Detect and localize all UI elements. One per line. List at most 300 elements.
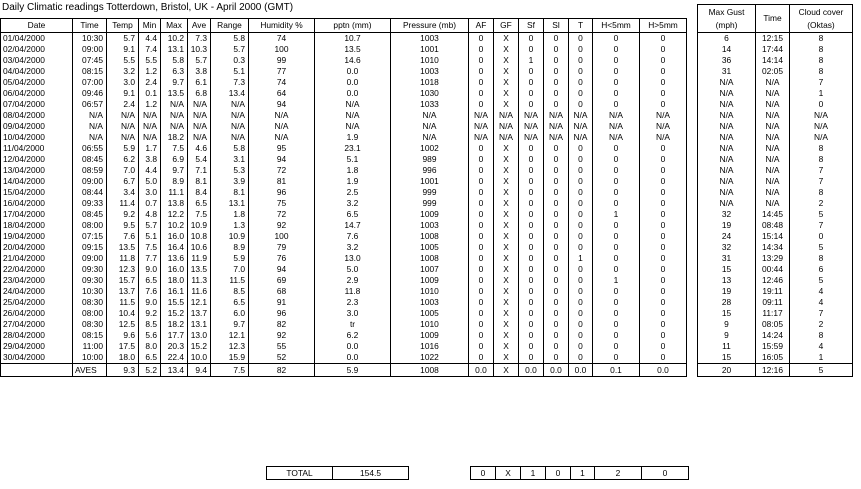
table-cell: 72 <box>249 209 315 220</box>
table-cell: 13.1 <box>188 319 211 330</box>
averages-cell: 0.0 <box>469 364 494 377</box>
table-cell: X <box>494 99 519 110</box>
table-cell: 13.1 <box>211 198 249 209</box>
table-cell: 5.0 <box>315 264 391 275</box>
table-cell: N/A <box>640 110 687 121</box>
table-cell: 0 <box>640 88 687 99</box>
table-cell: 0 <box>569 33 593 45</box>
table-cell: 3.0 <box>107 77 139 88</box>
table-cell: 5.7 <box>107 33 139 45</box>
table-cell: 09:30 <box>73 264 107 275</box>
table-cell: 0 <box>544 154 569 165</box>
table-cell: 26/04/2000 <box>1 308 73 319</box>
table-cell: N/A <box>494 132 519 143</box>
table-cell: 0 <box>519 33 544 45</box>
table-cell: 0 <box>469 143 494 154</box>
table-cell: 6.2 <box>315 330 391 341</box>
table-cell: N/A <box>391 110 469 121</box>
table-cell: 0 <box>519 220 544 231</box>
table-cell: 6.7 <box>107 176 139 187</box>
table-cell: 0 <box>544 275 569 286</box>
total-pptn: 154.5 <box>333 467 409 480</box>
table-cell: 12.1 <box>211 330 249 341</box>
table-cell: 27/04/2000 <box>1 319 73 330</box>
table-cell: 11.8 <box>107 253 139 264</box>
table-cell: 5.1 <box>315 154 391 165</box>
table-cell: 3.1 <box>211 154 249 165</box>
table-cell: 7 <box>790 165 853 176</box>
table-cell: 0 <box>519 264 544 275</box>
table-cell: 8.9 <box>211 242 249 253</box>
table-cell: 5.8 <box>211 143 249 154</box>
table-cell: 0 <box>569 297 593 308</box>
table-cell: 6.9 <box>161 154 188 165</box>
table-cell: 15:14 <box>756 231 790 242</box>
table-cell: 6.5 <box>188 198 211 209</box>
table-cell: 2 <box>790 319 853 330</box>
table-row <box>698 319 853 330</box>
column-header: Time <box>73 19 107 33</box>
table-cell: 0 <box>544 88 569 99</box>
table-cell: 08/04/2000 <box>1 110 73 121</box>
table-cell: 3.4 <box>107 187 139 198</box>
table-cell: 94 <box>249 264 315 275</box>
table-cell: 77 <box>249 66 315 77</box>
table-cell: 0 <box>640 55 687 66</box>
table-cell: N/A <box>790 132 853 143</box>
totals-counts-row <box>470 466 689 480</box>
table-cell: 1007 <box>391 264 469 275</box>
table-cell: 16/04/2000 <box>1 198 73 209</box>
table-cell: 10.7 <box>315 33 391 45</box>
table-cell: 2.4 <box>139 77 161 88</box>
table-cell: N/A <box>756 88 790 99</box>
table-cell: 23.1 <box>315 143 391 154</box>
table-row <box>698 308 853 319</box>
averages-cell: 0.0 <box>569 364 593 377</box>
table-cell: 5.5 <box>107 55 139 66</box>
table-cell: X <box>494 352 519 364</box>
table-row <box>1 110 687 121</box>
table-cell: N/A <box>593 110 640 121</box>
table-cell: 0 <box>569 77 593 88</box>
table-cell: 0 <box>569 220 593 231</box>
averages-row <box>698 364 853 377</box>
table-cell: 76 <box>249 253 315 264</box>
table-cell: 1022 <box>391 352 469 364</box>
table-cell: 22.4 <box>161 352 188 364</box>
table-cell: 25/04/2000 <box>1 297 73 308</box>
table-cell: 0 <box>569 55 593 66</box>
table-cell: 0 <box>790 99 853 110</box>
table-cell: N/A <box>640 132 687 143</box>
table-cell: N/A <box>569 121 593 132</box>
table-cell: 13.8 <box>161 198 188 209</box>
table-cell: N/A <box>211 110 249 121</box>
table-cell: 0 <box>519 242 544 253</box>
table-cell: 0 <box>640 297 687 308</box>
table-cell: 0 <box>569 99 593 110</box>
table-cell: 5 <box>790 209 853 220</box>
table-cell: 13.5 <box>107 242 139 253</box>
column-header: T <box>569 19 593 33</box>
column-header: Max <box>161 19 188 33</box>
table-cell: 6.0 <box>211 308 249 319</box>
averages-cell: 13.4 <box>161 364 188 377</box>
table-cell: X <box>494 77 519 88</box>
table-cell: 0.0 <box>315 352 391 364</box>
table-cell: 91 <box>249 297 315 308</box>
table-cell: 09/04/2000 <box>1 121 73 132</box>
table-cell: 0 <box>640 77 687 88</box>
table-cell: 0 <box>640 44 687 55</box>
table-cell: N/A <box>391 132 469 143</box>
table-cell: 0 <box>593 154 640 165</box>
table-cell: 0 <box>640 352 687 364</box>
table-cell: 06:57 <box>73 99 107 110</box>
table-cell: 4.4 <box>139 33 161 45</box>
table-row <box>698 297 853 308</box>
table-row <box>698 220 853 231</box>
table-cell: 8 <box>790 33 853 45</box>
table-cell: 1 <box>790 88 853 99</box>
table-row <box>698 209 853 220</box>
table-cell: 0 <box>519 187 544 198</box>
table-cell: 0 <box>469 352 494 364</box>
table-cell: 74 <box>249 33 315 45</box>
table-cell: N/A <box>698 132 756 143</box>
table-cell: N/A <box>640 121 687 132</box>
table-cell: 0 <box>544 341 569 352</box>
table-cell: 0 <box>544 66 569 77</box>
table-cell: 0 <box>640 33 687 45</box>
table-cell: X <box>494 55 519 66</box>
table-cell: 14/04/2000 <box>1 176 73 187</box>
table-cell: 16.0 <box>161 231 188 242</box>
table-cell: 0 <box>519 253 544 264</box>
table-cell: 0 <box>469 264 494 275</box>
table-cell: 0 <box>544 253 569 264</box>
table-cell: 8.1 <box>211 187 249 198</box>
table-cell: 02:05 <box>756 66 790 77</box>
table-row <box>1 176 687 187</box>
table-cell: 13.6 <box>161 253 188 264</box>
table-cell: 0.1 <box>139 88 161 99</box>
table-cell: 22/04/2000 <box>1 264 73 275</box>
table-cell: 3.8 <box>139 154 161 165</box>
table-cell: 1005 <box>391 242 469 253</box>
table-cell: 6.5 <box>139 275 161 286</box>
table-cell: 0 <box>640 264 687 275</box>
table-cell: 100 <box>249 231 315 242</box>
table-row <box>698 253 853 264</box>
table-cell: N/A <box>211 121 249 132</box>
table-cell: 08:00 <box>73 220 107 231</box>
table-cell: 1008 <box>391 231 469 242</box>
table-row <box>698 165 853 176</box>
averages-cell: 9.3 <box>107 364 139 377</box>
table-cell: 55 <box>249 341 315 352</box>
table-cell: 0 <box>544 330 569 341</box>
table-cell: 0 <box>569 187 593 198</box>
table-cell: 1.9 <box>315 132 391 143</box>
climate-data-table <box>0 18 687 377</box>
table-row <box>1 264 687 275</box>
averages-cell: 5 <box>790 364 853 377</box>
table-cell: 4 <box>790 341 853 352</box>
total-label: TOTAL <box>267 467 333 480</box>
table-cell: 0 <box>569 209 593 220</box>
table-cell: N/A <box>544 132 569 143</box>
table-cell: X <box>494 154 519 165</box>
table-cell: X <box>494 319 519 330</box>
table-cell: 5.4 <box>188 154 211 165</box>
table-cell: 7.1 <box>188 165 211 176</box>
table-cell: 15.5 <box>161 297 188 308</box>
table-cell: 0 <box>593 297 640 308</box>
table-cell: 19 <box>698 220 756 231</box>
table-cell: 0 <box>593 176 640 187</box>
column-header: pptn (mm) <box>315 19 391 33</box>
table-cell: 10.2 <box>161 220 188 231</box>
table-cell: X <box>494 253 519 264</box>
table-cell: 13.5 <box>315 44 391 55</box>
table-cell: 9.7 <box>161 165 188 176</box>
table-cell: N/A <box>494 121 519 132</box>
table-cell: 5 <box>790 275 853 286</box>
table-row <box>1 330 687 341</box>
table-cell: N/A <box>698 99 756 110</box>
table-cell: 8 <box>790 187 853 198</box>
table-cell: N/A <box>188 132 211 143</box>
table-cell: X <box>494 286 519 297</box>
table-cell: 14:14 <box>756 55 790 66</box>
table-row <box>698 99 853 110</box>
table-cell: 17:44 <box>756 44 790 55</box>
table-row <box>1 341 687 352</box>
table-cell: N/A <box>249 121 315 132</box>
table-cell: 1 <box>519 55 544 66</box>
total-count-cell: 0 <box>642 467 689 480</box>
column-header: H>5mm <box>640 19 687 33</box>
total-row <box>266 466 409 480</box>
table-cell: 12.3 <box>107 264 139 275</box>
table-cell: 11.8 <box>315 286 391 297</box>
table-cell: 15 <box>698 352 756 364</box>
averages-cell: X <box>494 364 519 377</box>
table-cell: N/A <box>756 187 790 198</box>
table-cell: 2 <box>790 198 853 209</box>
table-cell: 69 <box>249 275 315 286</box>
table-cell: 0 <box>569 198 593 209</box>
column-header: H<5mm <box>593 19 640 33</box>
averages-cell: 0.0 <box>640 364 687 377</box>
table-cell: 0 <box>519 352 544 364</box>
table-cell: N/A <box>698 121 756 132</box>
table-cell: 6.5 <box>211 297 249 308</box>
total-count-cell: 1 <box>571 467 595 480</box>
table-cell: 1003 <box>391 66 469 77</box>
table-row <box>698 330 853 341</box>
table-cell: N/A <box>698 165 756 176</box>
table-cell: N/A <box>756 143 790 154</box>
table-cell: 3.0 <box>139 187 161 198</box>
table-cell: N/A <box>569 110 593 121</box>
table-cell: 10.8 <box>188 231 211 242</box>
table-cell: 5.1 <box>139 231 161 242</box>
table-cell: 04/04/2000 <box>1 66 73 77</box>
table-cell: 1001 <box>391 176 469 187</box>
table-cell: N/A <box>790 110 853 121</box>
table-cell: 9.7 <box>211 319 249 330</box>
table-cell: 0 <box>569 286 593 297</box>
table-cell: 7 <box>790 220 853 231</box>
averages-cell: 7.5 <box>211 364 249 377</box>
table-cell: 1.8 <box>211 209 249 220</box>
table-cell: X <box>494 297 519 308</box>
table-cell: 0 <box>469 209 494 220</box>
table-cell: 79 <box>249 242 315 253</box>
table-cell: 08:00 <box>73 308 107 319</box>
table-cell: 7.5 <box>188 209 211 220</box>
table-cell: 0 <box>469 286 494 297</box>
averages-row <box>1 364 687 377</box>
table-cell: 0 <box>593 143 640 154</box>
table-cell: 0 <box>640 176 687 187</box>
table-cell: N/A <box>756 132 790 143</box>
table-row <box>698 286 853 297</box>
table-row <box>698 341 853 352</box>
table-cell: 08:59 <box>73 165 107 176</box>
table-cell: 5.7 <box>188 55 211 66</box>
table-cell: 16:05 <box>756 352 790 364</box>
table-row <box>1 165 687 176</box>
table-cell: 0 <box>519 44 544 55</box>
table-cell: 8.9 <box>161 176 188 187</box>
table-cell: 10:00 <box>73 352 107 364</box>
table-cell: 6 <box>698 33 756 45</box>
table-row <box>1 143 687 154</box>
averages-cell: 0.0 <box>544 364 569 377</box>
table-cell: 7.5 <box>161 143 188 154</box>
table-cell: 8 <box>790 55 853 66</box>
table-cell: 08:45 <box>73 154 107 165</box>
table-cell: 0 <box>469 154 494 165</box>
table-cell: 10:30 <box>73 286 107 297</box>
table-cell: 28/04/2000 <box>1 330 73 341</box>
table-cell: 3.2 <box>107 66 139 77</box>
table-cell: 9 <box>698 319 756 330</box>
table-cell: 3.2 <box>315 242 391 253</box>
table-row <box>698 264 853 275</box>
table-cell: N/A <box>756 110 790 121</box>
table-cell: 6.5 <box>139 352 161 364</box>
table-row <box>698 352 853 364</box>
table-cell: 0 <box>469 297 494 308</box>
table-cell: 8.4 <box>188 187 211 198</box>
table-cell: 68 <box>249 286 315 297</box>
table-cell: 15.2 <box>161 308 188 319</box>
table-cell: 16.1 <box>161 286 188 297</box>
table-cell: 11:17 <box>756 308 790 319</box>
table-cell: N/A <box>519 132 544 143</box>
table-cell: 81 <box>249 176 315 187</box>
table-cell: 0 <box>593 242 640 253</box>
table-cell: 02/04/2000 <box>1 44 73 55</box>
table-cell: N/A <box>494 110 519 121</box>
table-cell: 1003 <box>391 220 469 231</box>
column-header: Sl <box>544 19 569 33</box>
table-cell: 09:11 <box>756 297 790 308</box>
table-cell: 1 <box>593 209 640 220</box>
table-cell: 09:00 <box>73 44 107 55</box>
column-header: Sf <box>519 19 544 33</box>
table-cell: 999 <box>391 187 469 198</box>
table-cell: N/A <box>756 99 790 110</box>
table-cell: 0 <box>593 99 640 110</box>
table-cell: 0.0 <box>315 77 391 88</box>
table-cell: 0 <box>544 165 569 176</box>
table-row <box>698 44 853 55</box>
table-cell: N/A <box>161 110 188 121</box>
averages-cell: 5.9 <box>315 364 391 377</box>
table-cell: N/A <box>107 110 139 121</box>
table-cell: 09:00 <box>73 176 107 187</box>
table-cell: 72 <box>249 165 315 176</box>
table-row <box>698 231 853 242</box>
table-cell: 19:11 <box>756 286 790 297</box>
table-cell: 4.4 <box>139 165 161 176</box>
table-cell: 13.0 <box>315 253 391 264</box>
table-cell: 7.4 <box>139 44 161 55</box>
table-cell: 0 <box>519 231 544 242</box>
table-cell: N/A <box>519 121 544 132</box>
table-cell: N/A <box>315 121 391 132</box>
table-cell: 1.7 <box>139 143 161 154</box>
table-cell: 06:55 <box>73 143 107 154</box>
table-cell: 7.7 <box>139 253 161 264</box>
table-cell: 3.8 <box>188 66 211 77</box>
table-row <box>1 77 687 88</box>
table-cell: 11:00 <box>73 341 107 352</box>
table-row <box>1 66 687 77</box>
table-cell: 6.3 <box>161 66 188 77</box>
table-cell: 6.8 <box>188 88 211 99</box>
table-cell: 94 <box>249 154 315 165</box>
table-cell: 8.5 <box>139 319 161 330</box>
table-cell: 19 <box>698 286 756 297</box>
table-cell: 7.0 <box>211 264 249 275</box>
table-cell: 99 <box>249 55 315 66</box>
table-cell: N/A <box>73 121 107 132</box>
table-cell: 15:59 <box>756 341 790 352</box>
table-cell: 0 <box>519 176 544 187</box>
table-cell: 0 <box>593 319 640 330</box>
table-cell: 0 <box>640 231 687 242</box>
table-row <box>1 253 687 264</box>
table-cell: 05/04/2000 <box>1 77 73 88</box>
table-cell: 0 <box>593 198 640 209</box>
table-cell: 17.7 <box>161 330 188 341</box>
table-cell: 0 <box>640 99 687 110</box>
table-cell: 9.1 <box>107 88 139 99</box>
table-cell: N/A <box>698 154 756 165</box>
table-row <box>698 33 853 45</box>
table-cell: 0 <box>640 275 687 286</box>
table-cell: 16.0 <box>161 264 188 275</box>
table-row <box>1 297 687 308</box>
table-cell: 0 <box>469 176 494 187</box>
